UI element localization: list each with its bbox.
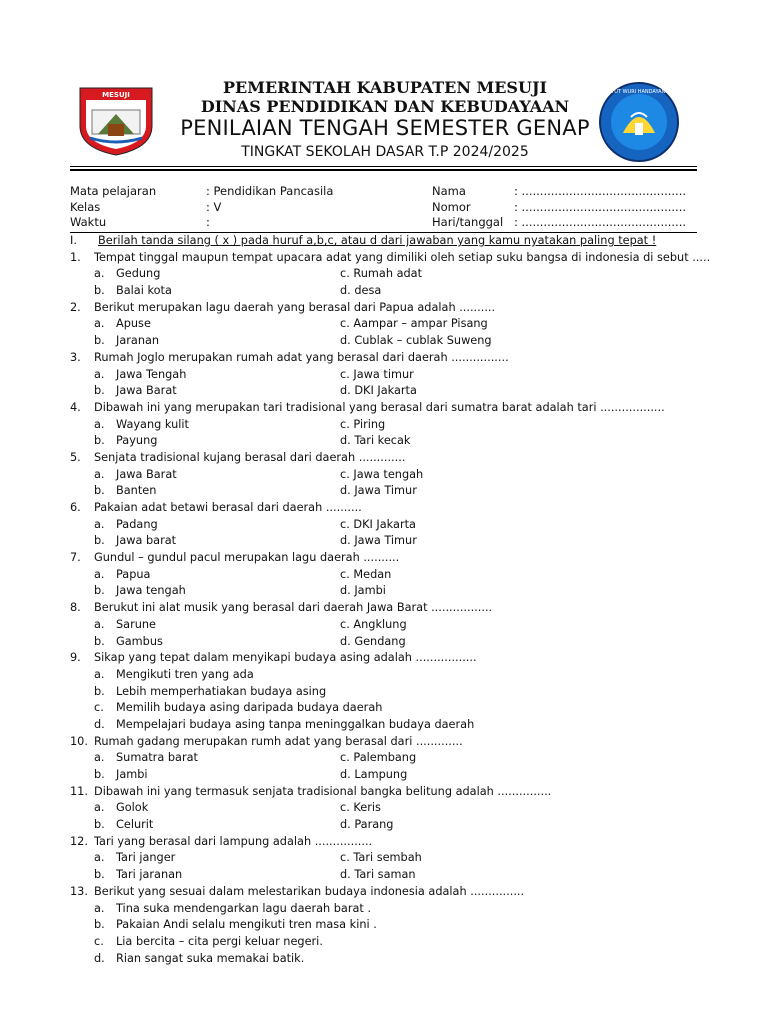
question-row xyxy=(70,550,710,567)
header-divider xyxy=(70,166,697,167)
option-row xyxy=(70,433,710,450)
question-row xyxy=(70,884,710,901)
option-row xyxy=(70,850,710,867)
section-instruction xyxy=(70,233,710,250)
option-text: Balai kota xyxy=(116,284,172,298)
option-letter: a. xyxy=(94,417,105,431)
question-row xyxy=(70,784,710,801)
question-text: Gundul – gundul pacul merupakan lagu daerah .......... xyxy=(94,551,400,565)
option-text: Padang xyxy=(116,517,158,531)
option-letter: b. xyxy=(94,284,105,298)
option-text: Jawa Barat xyxy=(116,384,177,398)
instruction-text: Berilah tanda silang ( x ) pada huruf a,b,c, atau d dari jawaban yang kamu nyatakan paling tepat ! xyxy=(98,234,657,247)
option-text: Pakaian Andi selalu mengikuti tren masa kini . xyxy=(116,918,377,932)
option-right: d. Tari saman xyxy=(340,868,416,882)
question-number: 13. xyxy=(70,884,88,898)
option-right: d. Jawa Timur xyxy=(340,534,417,548)
option-right: c. Rumah adat xyxy=(340,267,423,281)
option-row xyxy=(70,417,710,434)
option-letter: c. xyxy=(94,934,104,948)
option-right: d. Parang xyxy=(340,818,394,832)
option-right: d. Jambi xyxy=(340,584,386,598)
option-right: d. Lampung xyxy=(340,768,408,781)
option-row xyxy=(70,467,710,484)
option-row xyxy=(70,634,710,651)
option-text: Sarune xyxy=(116,617,157,631)
question-text: Rumah Joglo merupakan rumah adat yang berasal dari daerah ................ xyxy=(94,350,509,364)
option-row xyxy=(70,383,710,400)
option-row xyxy=(70,583,710,600)
info-label-date: Hari/tanggal xyxy=(432,215,504,229)
option-letter: b. xyxy=(94,384,105,398)
option-letter: b. xyxy=(94,684,105,698)
question-text: Tempat tinggal maupun tempat upacara adat yang dimiliki oleh setiap suku bangsa di indonesia di sebut ..... xyxy=(94,250,711,264)
option-row xyxy=(70,617,710,634)
option-text: Tari janger xyxy=(116,851,176,865)
option-row xyxy=(70,483,710,500)
option-letter: a. xyxy=(94,851,105,865)
question-text: Tari yang berasal dari lampung adalah ................ xyxy=(94,834,373,848)
option-text: Wayang kulit xyxy=(116,417,189,431)
option-right: c. Jawa tengah xyxy=(340,467,424,481)
question-row xyxy=(70,650,710,667)
svg-text:TUT WURI HANDAYANI: TUT WURI HANDAYANI xyxy=(611,89,667,95)
option-row xyxy=(70,934,710,951)
info-value-time: : xyxy=(206,215,210,229)
question-row xyxy=(70,600,710,617)
option-letter: a. xyxy=(94,517,105,531)
option-letter: a. xyxy=(94,467,105,481)
info-label-time: Waktu xyxy=(70,215,107,229)
option-letter: a. xyxy=(94,267,105,281)
question-text: Rumah gadang merupakan rumh adat yang berasal dari ............. xyxy=(94,734,463,748)
option-row xyxy=(70,700,710,717)
option-right: c. Tari sembah xyxy=(340,851,422,865)
question-number: 12. xyxy=(70,834,88,848)
option-text: Tari jaranan xyxy=(116,868,183,882)
question-text: Berikut yang sesuai dalam melestarikan budaya indonesia adalah ............... xyxy=(94,884,525,898)
option-letter: b. xyxy=(94,534,105,548)
option-text: Rian sangat suka memakai batik. xyxy=(116,951,305,965)
question-number: 9. xyxy=(70,651,81,665)
option-text: Sumatra barat xyxy=(116,751,198,765)
option-row xyxy=(70,917,710,934)
option-right: c. Angklung xyxy=(340,617,407,631)
option-row xyxy=(70,367,710,384)
info-label-subject: Mata pelajaran xyxy=(70,184,157,198)
option-text: Apuse xyxy=(116,317,151,331)
info-label-number: Nomor xyxy=(432,200,471,214)
option-letter: a. xyxy=(94,317,105,331)
option-text: Jawa Tengah xyxy=(116,367,187,381)
info-value-name: : ............................................. xyxy=(514,184,687,198)
option-row xyxy=(70,667,710,684)
option-text: Mempelajari budaya asing tanpa meninggalkan budaya daerah xyxy=(116,717,475,731)
option-letter: d. xyxy=(94,717,105,731)
option-letter: b. xyxy=(94,434,105,448)
option-text: Banten xyxy=(116,484,157,498)
option-row xyxy=(70,567,710,584)
question-number: 5. xyxy=(70,450,81,464)
option-text: Papua xyxy=(116,567,151,581)
option-letter: b. xyxy=(94,818,105,832)
question-text: Dibawah ini yang merupakan tari tradisional yang berasal dari sumatra barat adalah tari .................. xyxy=(94,400,665,414)
option-text: Golok xyxy=(116,801,149,815)
option-letter: c. xyxy=(94,701,104,715)
option-letter: b. xyxy=(94,918,105,932)
option-text: Jawa Barat xyxy=(116,467,177,481)
option-letter: d. xyxy=(94,951,105,965)
question-row xyxy=(70,350,710,367)
header-divider-thick xyxy=(70,169,697,171)
question-text: Berikut merupakan lagu daerah yang berasal dari Papua adalah .......... xyxy=(94,300,496,314)
question-text: Sikap yang tepat dalam menyikapi budaya asing adalah ................. xyxy=(94,651,477,665)
question-number: 4. xyxy=(70,400,81,414)
question-number: 8. xyxy=(70,601,81,615)
header-department: DINAS PENDIDIKAN DAN KEBUDAYAAN xyxy=(200,97,570,116)
question-text: Pakaian adat betawi berasal dari daerah .......... xyxy=(94,501,362,514)
question-text: Senjata tradisional kujang berasal dari daerah ............. xyxy=(94,450,406,464)
option-right: d. Cublak – cublak Suweng xyxy=(340,334,492,348)
option-text: Memilih budaya asing daripada budaya daerah xyxy=(116,701,383,715)
option-text: Tina suka mendengarkan lagu daerah barat . xyxy=(116,901,372,915)
question-row xyxy=(70,250,710,267)
option-row xyxy=(70,951,710,968)
svg-text:MESUJI: MESUJI xyxy=(102,91,130,99)
info-label-name: Nama xyxy=(432,184,466,198)
option-text: Mengikuti tren yang ada xyxy=(116,667,254,681)
document-header xyxy=(70,78,700,166)
option-right: c. Keris xyxy=(340,801,381,815)
question-text: Dibawah ini yang termasuk senjata tradisional bangka belitung adalah ............... xyxy=(94,784,552,798)
option-letter: a. xyxy=(94,667,105,681)
question-row xyxy=(70,734,710,751)
option-row xyxy=(70,283,710,300)
question-number: 2. xyxy=(70,300,81,314)
info-label-class: Kelas xyxy=(70,200,101,214)
section-number: I. xyxy=(70,234,77,247)
option-letter: b. xyxy=(94,868,105,882)
option-letter: b. xyxy=(94,768,105,781)
info-value-class: : V xyxy=(206,200,222,214)
option-right: c. Medan xyxy=(340,567,392,581)
exam-title: PENILAIAN TENGAH SEMESTER GENAP xyxy=(180,116,590,140)
option-right: d. Tari kecak xyxy=(340,434,411,448)
option-text: Jaranan xyxy=(116,334,160,348)
option-row xyxy=(70,717,710,734)
tut-wuri-handayani-logo xyxy=(595,81,683,163)
option-right: d. Jawa Timur xyxy=(340,484,417,498)
question-row xyxy=(70,400,710,417)
option-letter: a. xyxy=(94,801,105,815)
info-value-date: : ............................................. xyxy=(514,215,687,229)
option-letter: b. xyxy=(94,334,105,348)
option-letter: b. xyxy=(94,584,105,598)
question-text: Berukut ini alat musik yang berasal dari daerah Jawa Barat ................. xyxy=(94,601,493,615)
question-number: 3. xyxy=(70,350,81,364)
info-value-number: : ............................................. xyxy=(514,200,687,214)
option-right: c. DKI Jakarta xyxy=(340,517,416,531)
question-number: 11. xyxy=(70,784,88,798)
option-letter: b. xyxy=(94,484,105,498)
option-text: Jawa tengah xyxy=(116,584,186,598)
option-row xyxy=(70,266,710,283)
option-right: d. desa xyxy=(340,284,382,298)
question-number: 7. xyxy=(70,551,81,565)
option-text: Jawa barat xyxy=(116,534,177,548)
option-text: Payung xyxy=(116,434,158,448)
option-row xyxy=(70,517,710,534)
option-row xyxy=(70,767,710,784)
school-year: TINGKAT SEKOLAH DASAR T.P 2024/2025 xyxy=(241,144,529,160)
info-value-subject: : Pendidikan Pancasila xyxy=(206,184,334,198)
question-row xyxy=(70,500,710,517)
option-text: Lia bercita – cita pergi keluar negeri. xyxy=(116,934,323,948)
option-row xyxy=(70,333,710,350)
option-row xyxy=(70,316,710,333)
option-text: Jambi xyxy=(116,768,148,781)
option-row xyxy=(70,684,710,701)
option-row xyxy=(70,817,710,834)
option-right: c. Jawa timur xyxy=(340,367,414,381)
option-row xyxy=(70,867,710,884)
option-letter: a. xyxy=(94,751,105,765)
question-list xyxy=(70,233,710,967)
option-text: Gambus xyxy=(116,634,163,648)
option-letter: b. xyxy=(94,634,105,648)
option-right: c. Aampar – ampar Pisang xyxy=(340,317,488,331)
option-letter: a. xyxy=(94,617,105,631)
option-right: d. Gendang xyxy=(340,634,406,648)
option-letter: a. xyxy=(94,901,105,915)
question-row xyxy=(70,450,710,467)
option-letter: a. xyxy=(94,567,105,581)
option-row xyxy=(70,800,710,817)
option-right: c. Piring xyxy=(340,417,386,431)
option-row xyxy=(70,533,710,550)
option-right: d. DKI Jakarta xyxy=(340,384,417,398)
option-right: c. Palembang xyxy=(340,751,417,765)
question-number: 6. xyxy=(70,501,81,514)
option-letter: a. xyxy=(94,367,105,381)
question-row xyxy=(70,834,710,851)
option-text: Celurit xyxy=(116,818,154,832)
question-number: 10. xyxy=(70,734,88,748)
option-row xyxy=(70,750,710,767)
header-government: PEMERINTAH KABUPATEN MESUJI xyxy=(223,78,547,97)
option-text: Gedung xyxy=(116,267,161,281)
option-text: Lebih memperhatiakan budaya asing xyxy=(116,684,327,698)
question-row xyxy=(70,300,710,317)
option-row xyxy=(70,901,710,918)
question-number: 1. xyxy=(70,250,81,264)
